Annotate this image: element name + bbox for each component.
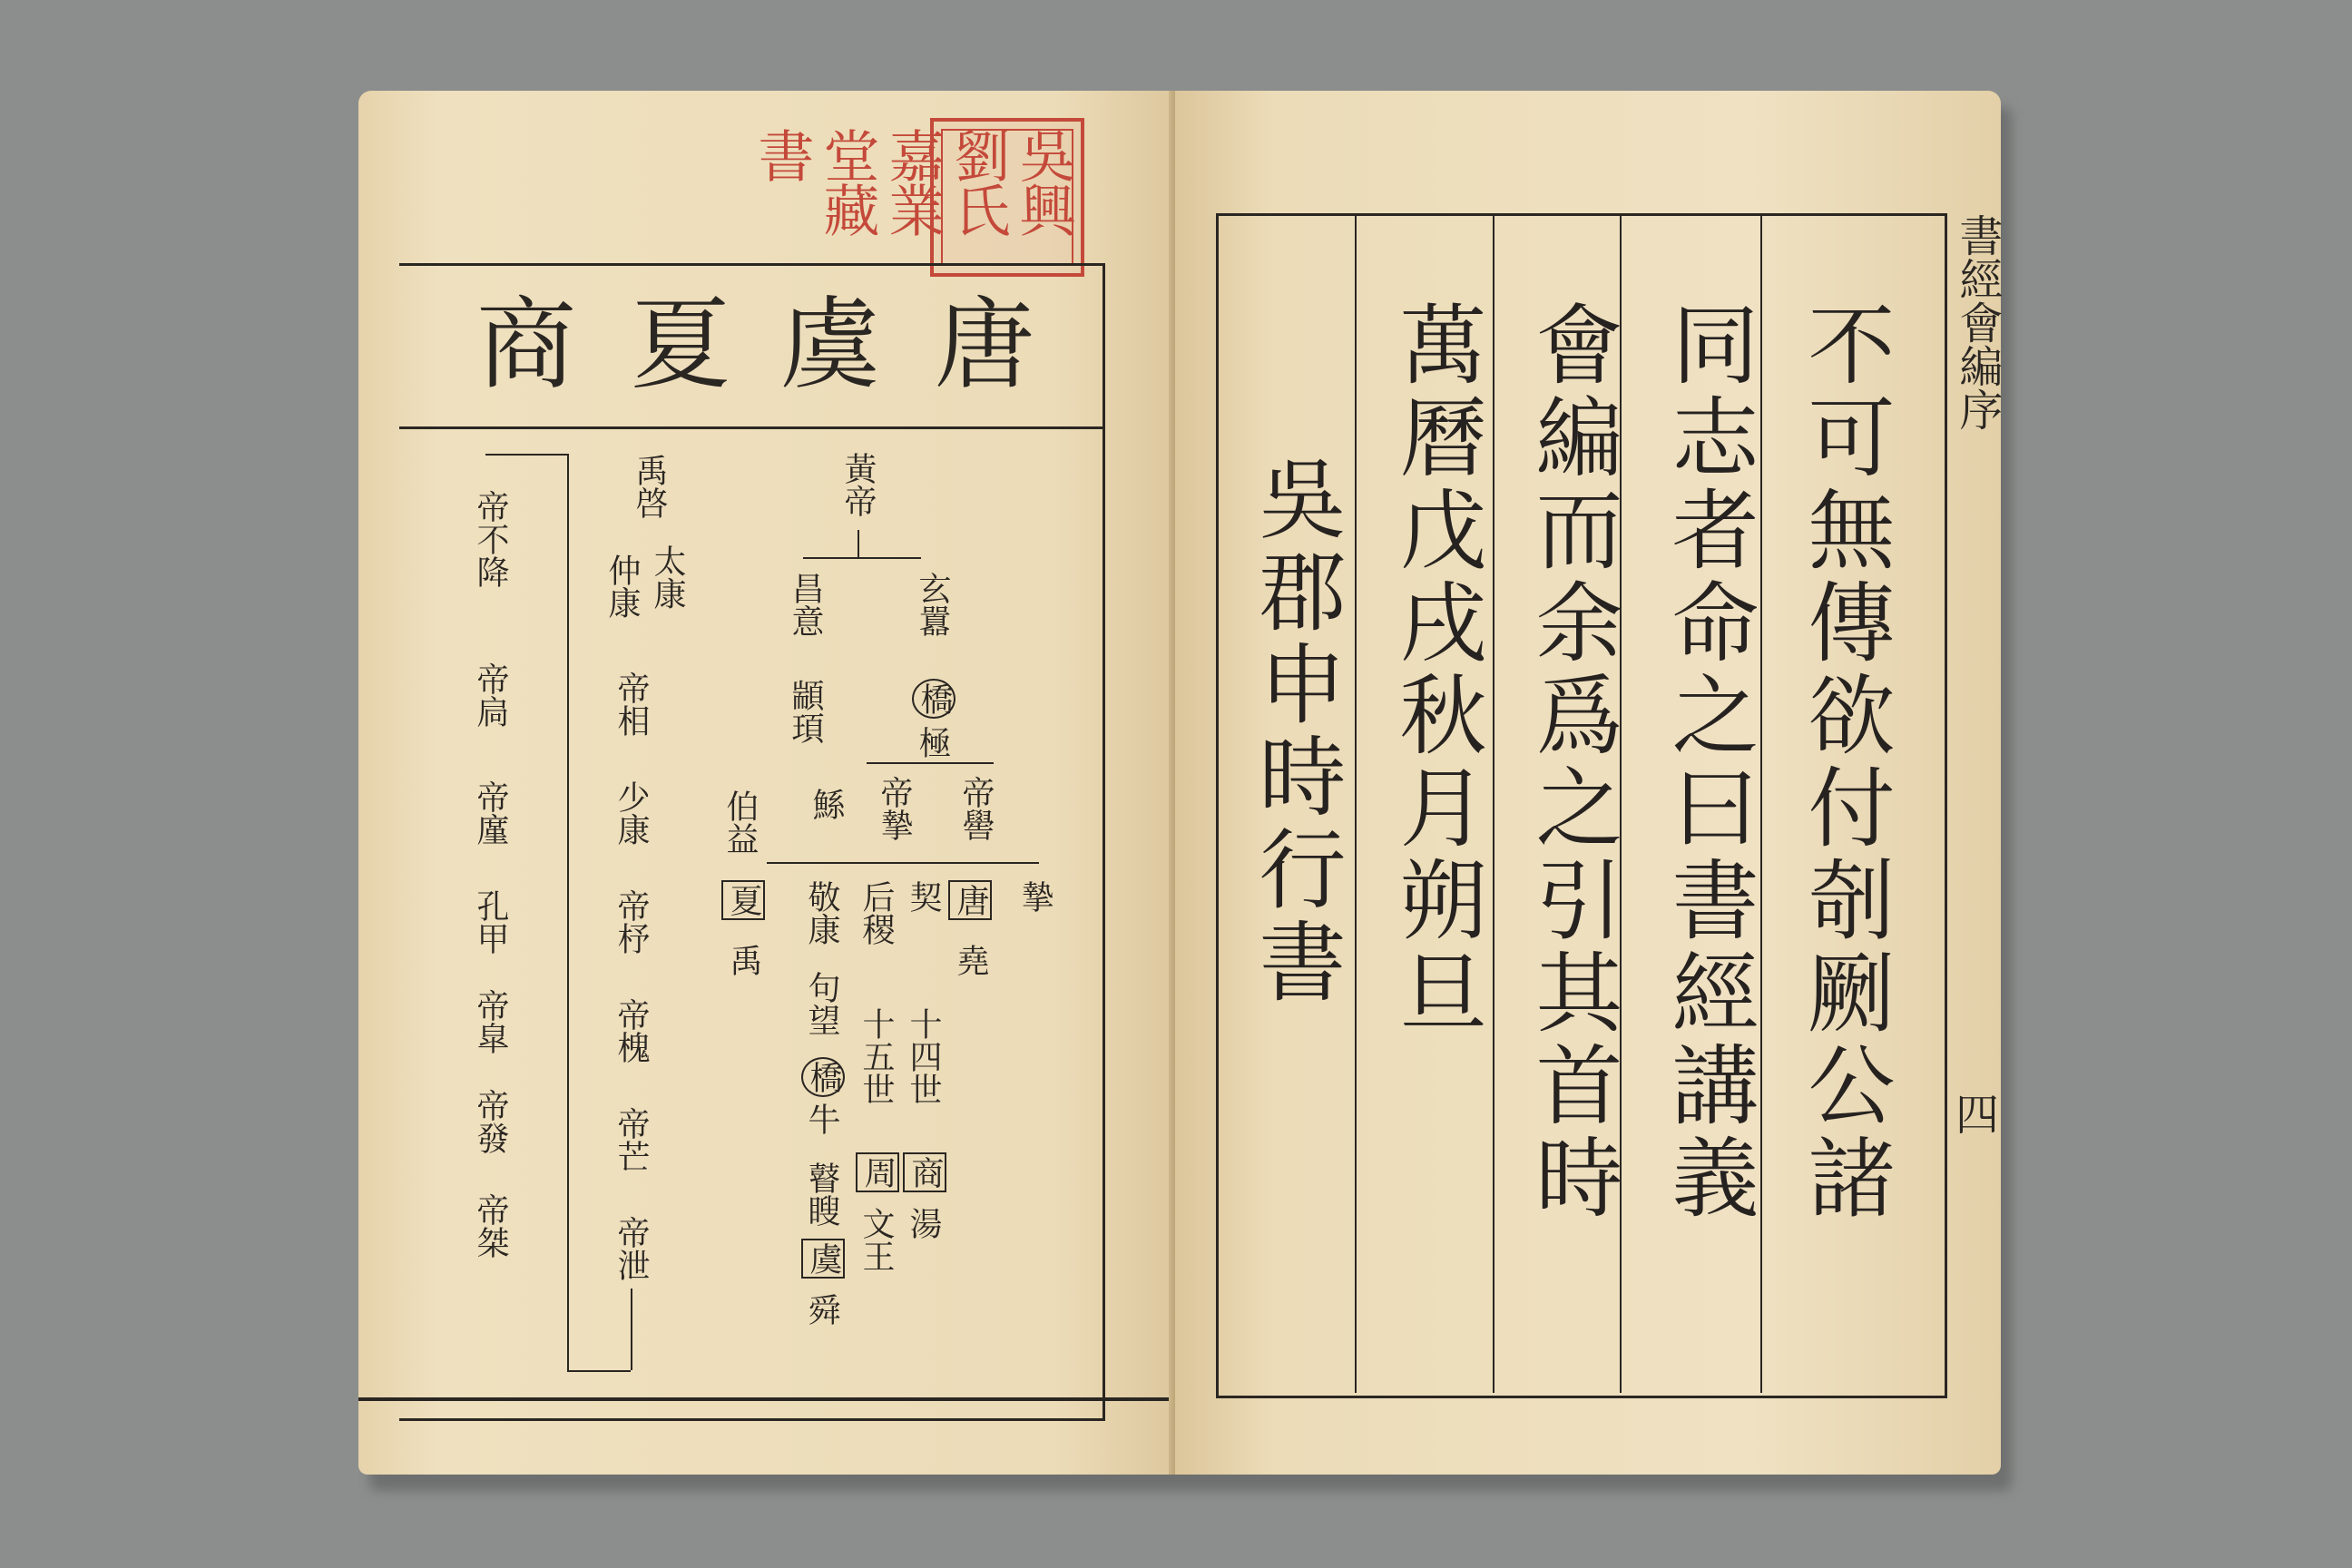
title-shang: 商 — [476, 287, 576, 403]
title-yu: 虞 — [780, 287, 880, 403]
gen-houji: 后稷 — [858, 880, 895, 946]
gen-tang-tag: 唐 — [948, 880, 992, 920]
gen-xia-0: 帝相 — [612, 671, 650, 737]
seal-text: 吳興劉氏嘉業堂藏書 — [749, 127, 1076, 236]
gen-bu-3: 孔甲 — [472, 889, 509, 955]
edge-title: 書經會編序 — [1952, 213, 2003, 431]
gen-line — [485, 454, 567, 456]
gen-15: 十五世 — [858, 1007, 895, 1105]
gen-qiaoniu-tag: 橋 — [801, 1057, 845, 1097]
gen-line — [767, 862, 1039, 864]
title-tang: 唐 — [935, 287, 1034, 403]
gen-xia-tag: 夏 — [721, 880, 765, 920]
gen-qiaoniu: 牛 — [803, 1102, 840, 1135]
preface-column-3: 會編而余爲之引其首時 — [1522, 299, 1623, 1225]
column-rule — [1760, 213, 1762, 1393]
gen-gouwang: 句望 — [803, 971, 840, 1036]
gen-gusou: 瞽瞍 — [803, 1161, 840, 1227]
gen-xia-2: 帝杼 — [612, 889, 650, 955]
gen-line — [867, 762, 994, 764]
gen-dihan: 帝嚳 — [957, 776, 995, 841]
gen-bu-6: 帝桀 — [472, 1193, 509, 1259]
left-base-rule — [358, 1397, 1175, 1401]
gen-xia-5: 帝泄 — [612, 1216, 650, 1281]
gen-line — [803, 557, 921, 559]
dynasty-title-bar — [399, 263, 1102, 429]
gen-zhongkang: 仲康 — [603, 554, 641, 619]
right-page — [1175, 91, 2001, 1475]
gen-boyi: 伯益 — [721, 789, 759, 855]
gen-zhou-tag: 周 — [856, 1152, 899, 1192]
gen-xuanxiao: 玄囂 — [914, 572, 951, 637]
gen-xia-3: 帝槐 — [612, 998, 650, 1063]
column-rule — [1493, 213, 1494, 1393]
gen-14: 十四世 — [905, 1007, 942, 1105]
left-page — [358, 91, 1175, 1475]
gen-yuqi: 禹啓 — [631, 454, 668, 519]
gen-bu-1: 帝扃 — [472, 662, 509, 728]
gen-bu-0: 帝不降 — [472, 490, 509, 588]
gen-gun: 鯀 — [808, 788, 845, 820]
gen-xia-1: 少康 — [612, 780, 650, 846]
gen-xia-4: 帝芒 — [612, 1107, 650, 1172]
gen-xia-yu: 禹 — [725, 944, 762, 976]
gen-bu-2: 帝廑 — [472, 780, 509, 846]
page-number: 四 — [1955, 1090, 2000, 1141]
gen-tang: 湯 — [905, 1207, 942, 1240]
gen-ku-son: 摯 — [1016, 880, 1054, 913]
preface-column-1: 不可無傳欲付剞劂公諸 — [1794, 299, 1896, 1225]
collector-seal — [749, 118, 1084, 277]
preface-column-6: 吳郡申時行書 — [1245, 454, 1347, 1009]
preface-column-2: 同志者命之曰書經講義 — [1658, 299, 1759, 1225]
gen-huangdi: 黃帝 — [839, 452, 877, 517]
gen-line — [631, 1289, 632, 1370]
gen-jiao-tag: 橋 — [912, 679, 956, 719]
title-xia: 夏 — [631, 287, 730, 403]
gen-qi: 契 — [905, 880, 942, 913]
gen-yao: 堯 — [952, 944, 989, 976]
gen-yu-tag: 虞 — [801, 1239, 845, 1279]
gen-changyi: 昌意 — [787, 572, 824, 637]
open-book — [358, 91, 2001, 1475]
gen-line — [567, 454, 569, 1370]
gen-jingkang: 敬康 — [803, 880, 840, 946]
gen-bu-4: 帝皐 — [472, 989, 509, 1054]
gen-jiaoji: 極 — [914, 726, 951, 759]
preface-column-5: 萬曆戊戌秋月朔旦 — [1386, 299, 1487, 1040]
gen-wenwang: 文王 — [858, 1207, 895, 1272]
gen-dizhi: 帝摯 — [876, 776, 913, 841]
gen-zhuanxu: 顓頊 — [787, 679, 824, 744]
gen-shun: 舜 — [803, 1293, 840, 1326]
gen-bu-5: 帝發 — [472, 1089, 509, 1154]
gen-line — [858, 530, 859, 557]
gen-taikang: 太康 — [649, 544, 686, 610]
column-rule — [1355, 213, 1357, 1393]
gen-line — [567, 1370, 631, 1372]
gen-shang-tag: 商 — [903, 1152, 946, 1192]
